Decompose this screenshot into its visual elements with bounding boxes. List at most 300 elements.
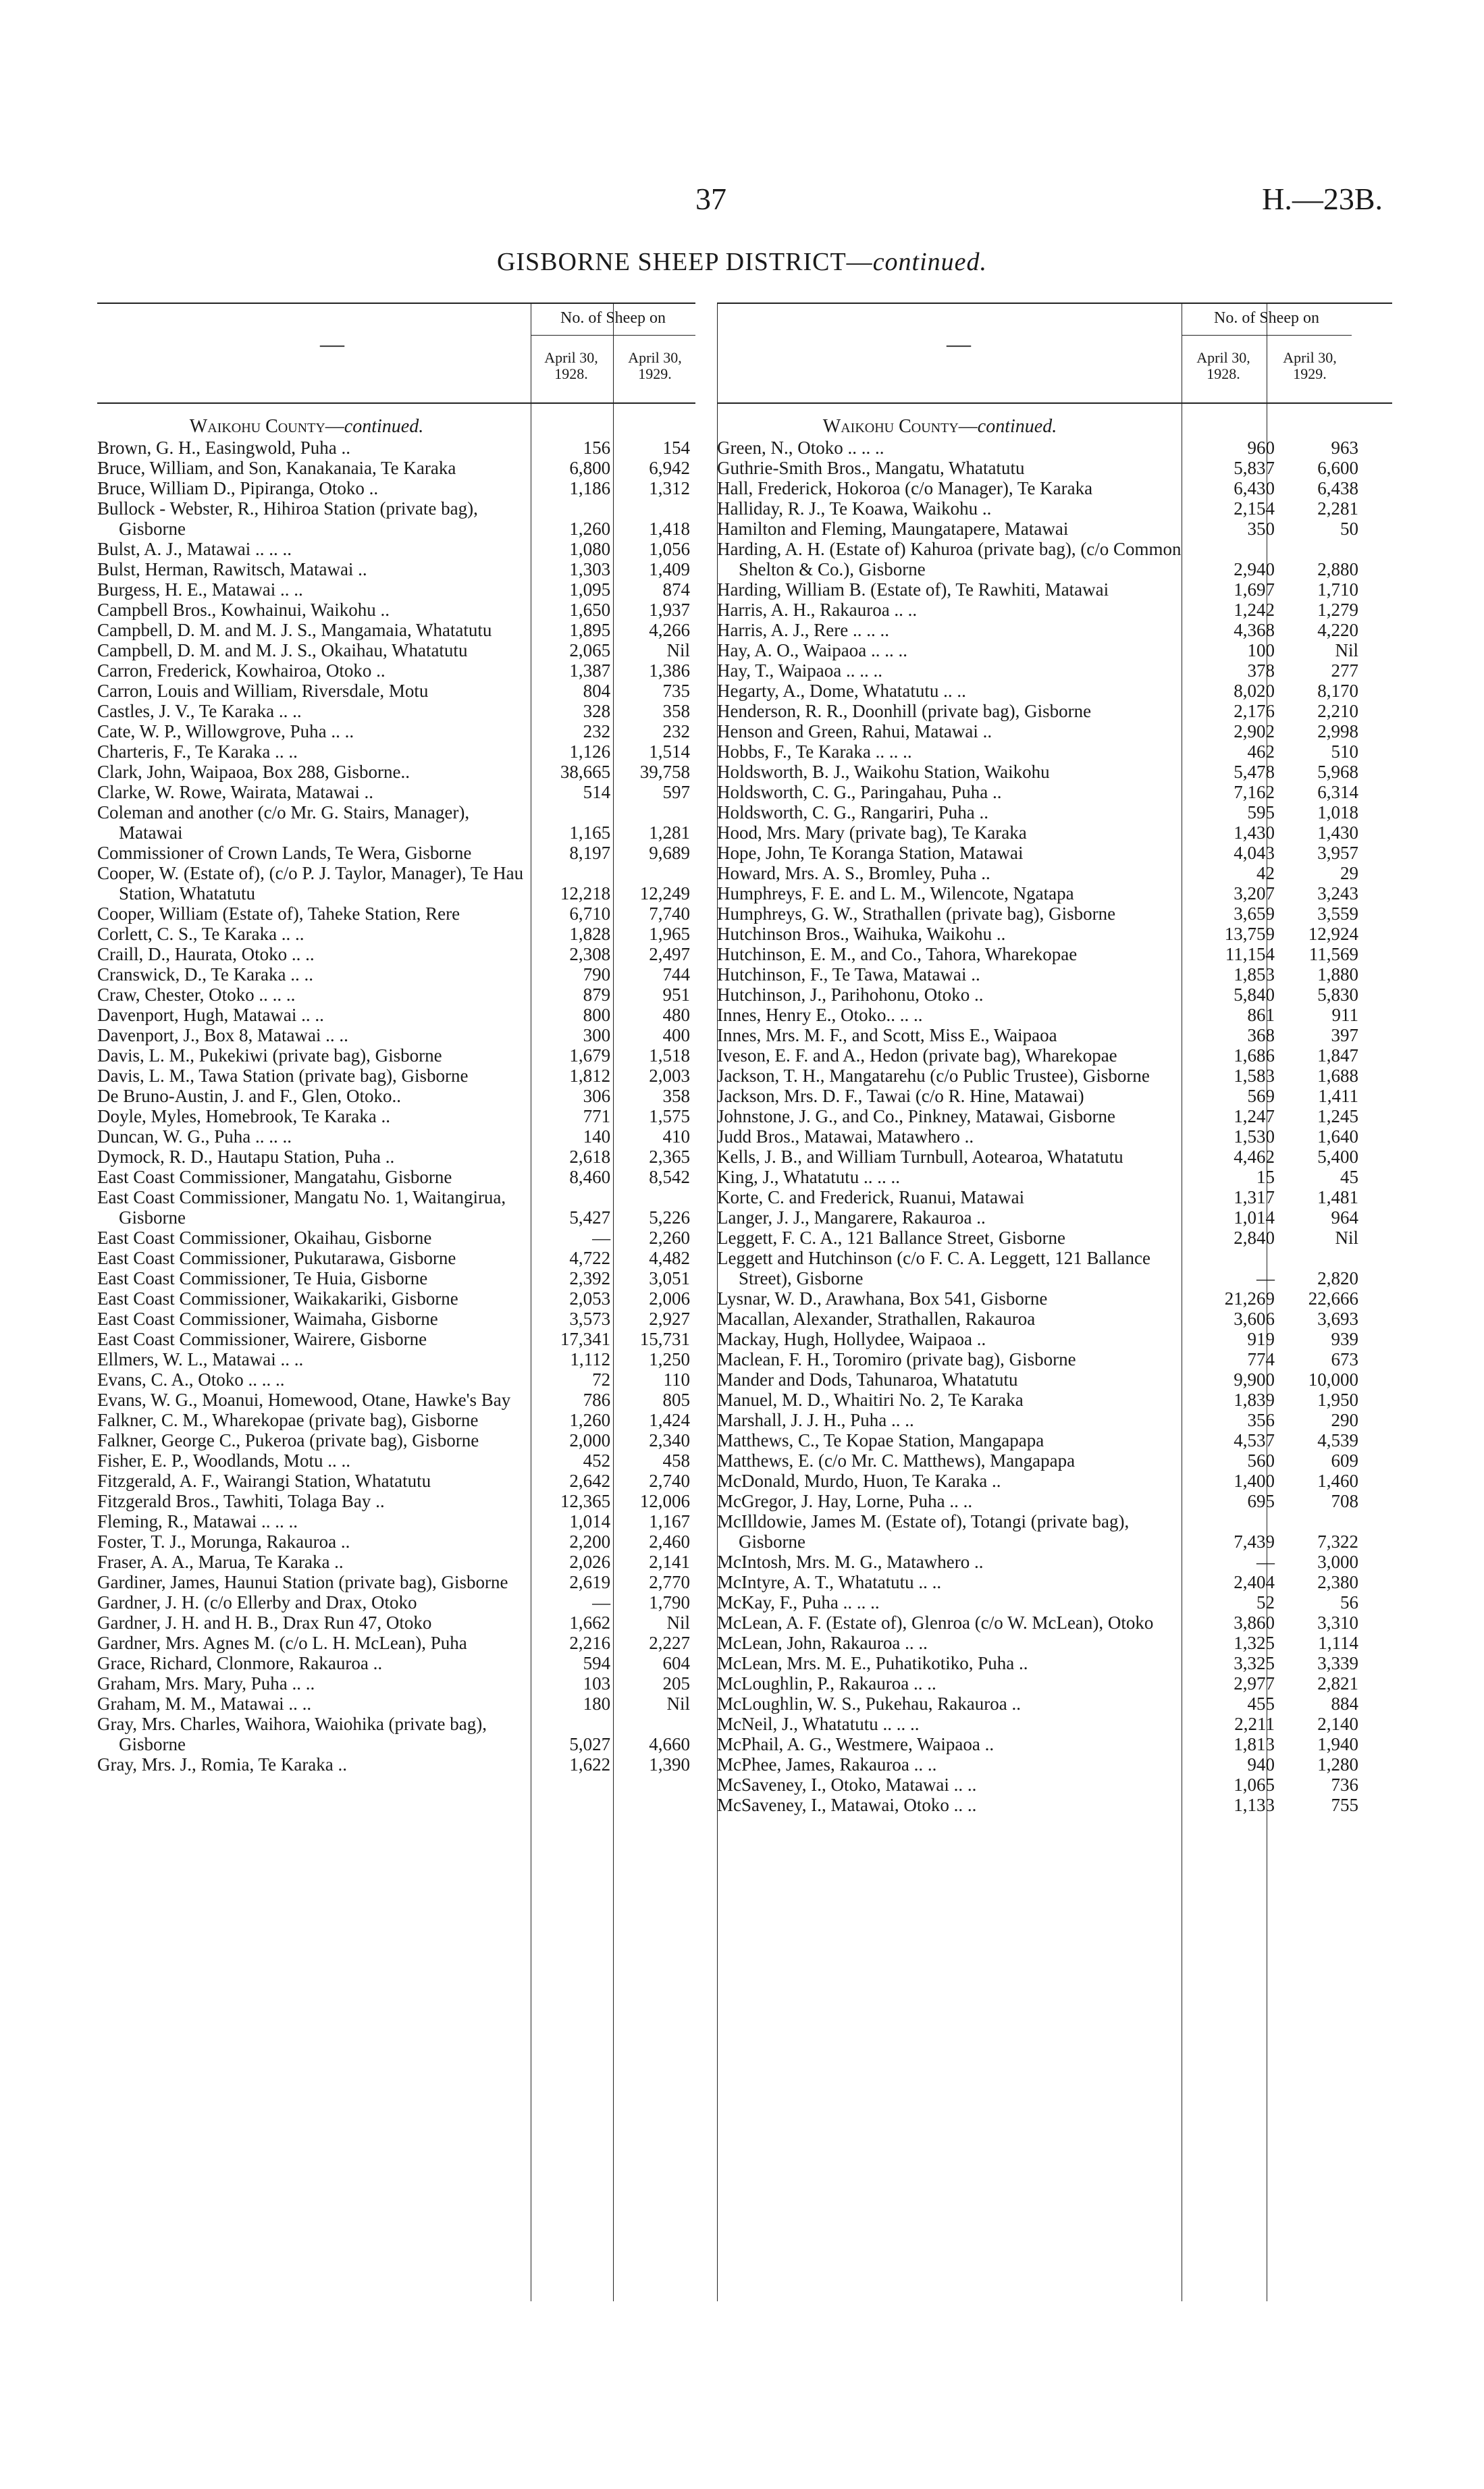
holder-name: Doyle, Myles, Homebrook, Te Karaka .. [97, 1106, 391, 1126]
sheep-1929: 110 [663, 1369, 691, 1390]
holder-name: Henson and Green, Rahui, Matawai .. [717, 721, 992, 741]
table-row [717, 944, 1392, 964]
sheep-1928: 12,218 [560, 883, 611, 903]
table-row [97, 438, 695, 458]
holder-name: Davenport, J., Box 8, Matawai .. .. [97, 1025, 348, 1045]
sheep-1929: 10,000 [1308, 1369, 1358, 1390]
sheep-1928: 1,260 [569, 519, 611, 539]
table-row [717, 640, 1392, 660]
sheep-1928: 1,186 [569, 478, 611, 498]
holder-name: Hutchinson, E. M., and Co., Tahora, Wharekopae [717, 944, 1078, 964]
holder-name: Gardner, J. H. (c/o Ellerby and Drax, Otoko [97, 1592, 417, 1613]
sheep-1929: 911 [1331, 1005, 1358, 1025]
table-row [97, 1045, 695, 1066]
holder-name: Davenport, Hugh, Matawai .. .. [97, 1005, 324, 1025]
sheep-1929: 2,380 [1317, 1572, 1358, 1592]
sheep-1929: 510 [1331, 741, 1358, 762]
sheep-1929: 1,250 [649, 1349, 691, 1369]
table-row [717, 1288, 1392, 1309]
header-col-1929: April 30, 1929. [1283, 349, 1337, 382]
sheep-1928: 790 [583, 964, 611, 985]
sheep-1929: 1,279 [1317, 600, 1358, 620]
table-row [717, 539, 1392, 579]
sheep-1929: 2,281 [1317, 498, 1358, 519]
sheep-1928: 514 [583, 782, 611, 802]
right-column-table [717, 303, 1392, 2301]
holder-name: Guthrie-Smith Bros., Mangatu, Whatatutu [717, 458, 1025, 478]
sheep-1929: 1,460 [1317, 1471, 1358, 1491]
sheep-1929: 8,542 [649, 1167, 691, 1187]
sheep-1929: 1,390 [649, 1754, 691, 1775]
holder-name: Hutchinson Bros., Waihuka, Waikohu .. [717, 924, 1006, 944]
holder-name: Gray, Mrs. J., Romia, Te Karaka .. [97, 1754, 348, 1775]
table-row [97, 1613, 695, 1633]
holder-name: McIntosh, Mrs. M. G., Matawhero .. [717, 1552, 984, 1572]
table-row [97, 924, 695, 944]
sheep-1928: 2,404 [1234, 1572, 1275, 1592]
holder-name: Davis, L. M., Tawa Station (private bag), Gisborne [97, 1066, 469, 1086]
holder-name: Hood, Mrs. Mary (private bag), Te Karaka [717, 822, 1027, 843]
sheep-1929: 358 [662, 701, 691, 721]
right-rows [717, 438, 1392, 1815]
sheep-1928: 11,154 [1225, 944, 1275, 964]
sheep-1929: 3,051 [649, 1268, 691, 1288]
table-row [717, 782, 1392, 802]
sheep-1928: 1,839 [1234, 1390, 1275, 1410]
holder-name: McIlldowie, James M. (Estate of), Totangi (private bag), Gisborne [717, 1511, 1130, 1552]
sheep-1929: Nil [666, 1694, 691, 1714]
sheep-1928: 368 [1247, 1025, 1275, 1045]
sheep-1928: 1,014 [569, 1511, 611, 1531]
table-row [717, 1349, 1392, 1369]
holder-name: Holdsworth, B. J., Waikohu Station, Waikohu [717, 762, 1050, 782]
sheep-1928: 2,392 [569, 1268, 611, 1288]
sheep-1929: 12,006 [639, 1491, 691, 1511]
table-row [97, 985, 695, 1005]
sheep-1929: 2,141 [649, 1552, 691, 1572]
sheep-1929: 2,998 [1317, 721, 1358, 741]
sheep-1928: 1,112 [570, 1349, 611, 1369]
sheep-1928: — [1256, 1268, 1275, 1288]
sheep-1929: 1,847 [1317, 1045, 1358, 1066]
table-row [97, 964, 695, 985]
sheep-1929: Nil [1335, 1228, 1358, 1248]
table-row [717, 498, 1392, 519]
table-row [97, 1329, 695, 1349]
sheep-1928: 1,813 [1234, 1734, 1275, 1754]
sheep-1929: 29 [1340, 863, 1358, 883]
sheep-1928: 2,176 [1234, 701, 1275, 721]
sheep-1929: 6,942 [649, 458, 691, 478]
holder-name: Carron, Frederick, Kowhairoa, Otoko .. [97, 660, 386, 681]
holder-name: Campbell Bros., Kowhainui, Waikohu .. [97, 600, 390, 620]
holder-name: Manuel, M. D., Whaitiri No. 2, Te Karaka [717, 1390, 1024, 1410]
holder-name: Coleman and another (c/o Mr. G. Stairs, Manager), Matawai [97, 802, 470, 843]
table-row [717, 1066, 1392, 1086]
table-header [717, 303, 1392, 402]
sheep-1929: 1,167 [649, 1511, 691, 1531]
table-row [97, 620, 695, 640]
sheep-1929: 1,386 [649, 660, 691, 681]
holder-name: Duncan, W. G., Puha .. .. .. [97, 1126, 292, 1147]
sheep-1929: Nil [1335, 640, 1358, 660]
header-col-1928: April 30, 1928. [544, 349, 598, 382]
sheep-1929: 964 [1331, 1207, 1358, 1228]
sheep-1928: 3,325 [1234, 1653, 1275, 1673]
table-row [717, 1673, 1392, 1694]
holder-name: McDonald, Murdo, Huon, Te Karaka .. [717, 1471, 1001, 1491]
holder-name: Brown, G. H., Easingwold, Puha .. [97, 438, 350, 458]
sheep-1929: 1,056 [649, 539, 691, 559]
sheep-1928: 1,400 [1234, 1471, 1275, 1491]
table-row [717, 1775, 1392, 1795]
sheep-1928: 1,828 [569, 924, 611, 944]
sheep-1928: 1,165 [569, 822, 611, 843]
sheep-1929: 1,245 [1317, 1106, 1358, 1126]
table-row [717, 1572, 1392, 1592]
sheep-1929: 736 [1331, 1775, 1358, 1795]
holder-name: Castles, J. V., Te Karaka .. .. [97, 701, 302, 721]
header-no-of-sheep: No. of Sheep on [560, 309, 666, 327]
sheep-1929: 1,018 [1317, 802, 1358, 822]
table-row [717, 903, 1392, 924]
table-row [717, 721, 1392, 741]
page-title [0, 247, 1484, 277]
sheep-1929: 805 [662, 1390, 691, 1410]
holder-name: McGregor, J. Hay, Lorne, Puha .. .. [717, 1491, 973, 1511]
holder-name: East Coast Commissioner, Waimaha, Gisborne [97, 1309, 438, 1329]
sheep-1928: 940 [1247, 1754, 1275, 1775]
table-row [717, 660, 1392, 681]
holder-name: Humphreys, F. E. and L. M., Wilencote, Ngatapa [717, 883, 1074, 903]
holder-name: Craw, Chester, Otoko .. .. .. [97, 985, 296, 1005]
table-row [717, 802, 1392, 822]
sheep-1929: 277 [1331, 660, 1358, 681]
sheep-1929: 12,249 [639, 883, 691, 903]
sheep-1928: 771 [583, 1106, 611, 1126]
sheep-1929: 1,937 [649, 600, 691, 620]
sheep-1928: 100 [1247, 640, 1275, 660]
sheep-1928: 879 [583, 985, 611, 1005]
sheep-1929: 4,482 [649, 1248, 691, 1268]
holder-name: Fraser, A. A., Marua, Te Karaka .. [97, 1552, 344, 1572]
table-row [97, 1694, 695, 1714]
table-row [97, 1106, 695, 1126]
table-row [717, 1045, 1392, 1066]
sheep-1928: 156 [583, 438, 611, 458]
sheep-1929: 951 [662, 985, 691, 1005]
holder-name: Fisher, E. P., Woodlands, Motu .. .. [97, 1450, 351, 1471]
sheep-1929: 12,924 [1308, 924, 1358, 944]
table-row [97, 1531, 695, 1552]
holder-name: East Coast Commissioner, Pukutarawa, Gisborne [97, 1248, 456, 1268]
sheep-1929: 4,266 [649, 620, 691, 640]
table-row [717, 1633, 1392, 1653]
sheep-1929: 1,424 [649, 1410, 691, 1430]
sheep-1929: 2,880 [1317, 559, 1358, 579]
sheep-1929: 735 [662, 681, 691, 701]
sheep-1928: 2,000 [569, 1430, 611, 1450]
holder-name: Leggett and Hutchinson (c/o F. C. A. Leggett, 121 Ballance Street), Gisborne [717, 1248, 1150, 1288]
sheep-1929: 1,418 [649, 519, 691, 539]
holder-name: Innes, Henry E., Otoko.. .. .. [717, 1005, 923, 1025]
sheep-1929: 884 [1331, 1694, 1358, 1714]
sheep-1928: 7,439 [1234, 1531, 1275, 1552]
table-row [97, 1268, 695, 1288]
table-row [97, 762, 695, 782]
table-row [97, 498, 695, 539]
table-row [97, 1673, 695, 1694]
table-row [97, 1187, 695, 1228]
sheep-1929: 3,243 [1317, 883, 1358, 903]
sheep-1929: 400 [662, 1025, 691, 1045]
sheep-1929: Nil [666, 640, 691, 660]
sheep-1928: 1,530 [1234, 1126, 1275, 1147]
sheep-1928: 2,642 [569, 1471, 611, 1491]
sheep-1928: 804 [583, 681, 611, 701]
holder-name: McSaveney, I., Otoko, Matawai .. .. [717, 1775, 977, 1795]
sheep-1929: 3,693 [1317, 1309, 1358, 1329]
table-row [97, 600, 695, 620]
sheep-1929: 2,340 [649, 1430, 691, 1450]
sheep-1928: 4,462 [1234, 1147, 1275, 1167]
sheep-1928: 1,686 [1234, 1045, 1275, 1066]
sheep-1929: 4,539 [1317, 1430, 1358, 1450]
sheep-1929: 1,575 [649, 1106, 691, 1126]
sheep-1928: 6,430 [1234, 478, 1275, 498]
sheep-1928: 2,200 [569, 1531, 611, 1552]
section-county: Waikohu County— [822, 416, 978, 437]
table-row [717, 1248, 1392, 1288]
table-row [97, 1653, 695, 1673]
holder-name: Burgess, H. E., Matawai .. .. [97, 579, 303, 600]
sheep-1928: — [592, 1228, 611, 1248]
sheep-1929: 39,758 [639, 762, 691, 782]
holder-name: Gray, Mrs. Charles, Waihora, Waiohika (private bag), Gisborne [97, 1714, 487, 1754]
sheep-1928: 12,365 [560, 1491, 611, 1511]
holder-name: Macallan, Alexander, Strathallen, Rakauroa [717, 1309, 1036, 1329]
table-row [717, 1005, 1392, 1025]
table-row [717, 1147, 1392, 1167]
sheep-1929: 3,310 [1317, 1613, 1358, 1633]
sheep-1929: 2,140 [1317, 1714, 1358, 1734]
table-row [717, 924, 1392, 944]
sheep-1928: 5,837 [1234, 458, 1275, 478]
holder-name: Cate, W. P., Willowgrove, Puha .. .. [97, 721, 354, 741]
sheep-1928: 2,940 [1234, 559, 1275, 579]
sheep-1928: 560 [1247, 1450, 1275, 1471]
sheep-1929: 1,688 [1317, 1066, 1358, 1086]
sheep-1928: 861 [1247, 1005, 1275, 1025]
table-row [717, 1754, 1392, 1775]
sheep-1928: 6,800 [569, 458, 611, 478]
sheep-1928: 594 [583, 1653, 611, 1673]
sheep-1929: 708 [1331, 1491, 1358, 1511]
table-row [717, 985, 1392, 1005]
table-row [717, 1430, 1392, 1450]
sheep-1929: 2,227 [649, 1633, 691, 1653]
holder-name: McPhail, A. G., Westmere, Waipaoa .. [717, 1734, 995, 1754]
holder-name: Gardner, Mrs. Agnes M. (c/o L. H. McLean), Puha [97, 1633, 467, 1653]
holder-name: Gardiner, James, Haunui Station (private bag), Gisborne [97, 1572, 508, 1592]
table-row [97, 458, 695, 478]
sheep-1929: 755 [1331, 1795, 1358, 1815]
table-row [97, 1592, 695, 1613]
table-row [717, 863, 1392, 883]
sheep-1929: 4,220 [1317, 620, 1358, 640]
sheep-1928: 356 [1247, 1410, 1275, 1430]
sheep-1928: 4,368 [1234, 620, 1275, 640]
holder-name: Mackay, Hugh, Hollydee, Waipaoa .. [717, 1329, 986, 1349]
sheep-1929: 9,689 [649, 843, 691, 863]
section-continued: continued. [344, 416, 424, 437]
table-row [97, 1309, 695, 1329]
table-row [717, 1187, 1392, 1207]
sheep-1928: 2,053 [569, 1288, 611, 1309]
holder-name: Dymock, R. D., Hautapu Station, Puha .. [97, 1147, 395, 1167]
sheep-1929: 2,821 [1317, 1673, 1358, 1694]
table-row [717, 1410, 1392, 1430]
table-row [97, 1248, 695, 1268]
holder-name: Matthews, E. (c/o Mr. C. Matthews), Mangapapa [717, 1450, 1076, 1471]
holder-name: East Coast Commissioner, Okaihau, Gisborne [97, 1228, 432, 1248]
sheep-1928: 1,317 [1234, 1187, 1275, 1207]
table-row [717, 1106, 1392, 1126]
table-row [717, 1491, 1392, 1511]
sheep-1929: 597 [662, 782, 691, 802]
sheep-1928: 2,977 [1234, 1673, 1275, 1694]
table-row [97, 1086, 695, 1106]
table-row [717, 1390, 1392, 1410]
sheep-1929: 1,965 [649, 924, 691, 944]
table-row [717, 1228, 1392, 1248]
holder-name: Clark, John, Waipaoa, Box 288, Gisborne.. [97, 762, 410, 782]
sheep-1929: 2,460 [649, 1531, 691, 1552]
holder-name: Holdsworth, C. G., Paringahau, Puha .. [717, 782, 1002, 802]
sheep-1929: 1,281 [649, 822, 691, 843]
table-row [97, 1754, 695, 1775]
sheep-1929: 3,957 [1317, 843, 1358, 863]
table-row [97, 1005, 695, 1025]
sheep-1929: 1,280 [1317, 1754, 1358, 1775]
document-reference: H.—23B. [1262, 182, 1383, 216]
sheep-1928: 3,659 [1234, 903, 1275, 924]
holder-name: McLoughlin, P., Rakauroa .. .. [717, 1673, 936, 1694]
sheep-1928: 5,840 [1234, 985, 1275, 1005]
sheep-1929: 5,830 [1317, 985, 1358, 1005]
header-dash: — [947, 330, 971, 357]
table-row [97, 843, 695, 863]
holder-name: Hegarty, A., Dome, Whatatutu .. .. [717, 681, 966, 701]
table-row [717, 1734, 1392, 1754]
table-row [97, 1471, 695, 1491]
table-row [717, 1369, 1392, 1390]
section-continued: continued. [977, 416, 1057, 437]
sheep-1928: 2,902 [1234, 721, 1275, 741]
table-row [717, 1207, 1392, 1228]
table-row [717, 1450, 1392, 1471]
table-row [97, 1228, 695, 1248]
sheep-1928: 1,430 [1234, 822, 1275, 843]
sheep-1928: 595 [1247, 802, 1275, 822]
sheep-1928: 2,618 [569, 1147, 611, 1167]
sheep-1928: 1,080 [569, 539, 611, 559]
holder-name: Campbell, D. M. and M. J. S., Mangamaia, Whatatutu [97, 620, 492, 640]
table-row [717, 1795, 1392, 1815]
holder-name: Davis, L. M., Pukekiwi (private bag), Gisborne [97, 1045, 442, 1066]
sheep-1928: — [1256, 1552, 1275, 1572]
holder-name: Lysnar, W. D., Arawhana, Box 541, Gisborne [717, 1288, 1048, 1309]
table-row [717, 478, 1392, 498]
holder-name: Matthews, C., Te Kopae Station, Mangapapa [717, 1430, 1044, 1450]
sheep-1929: 45 [1340, 1167, 1358, 1187]
holder-name: East Coast Commissioner, Te Huia, Gisborne [97, 1268, 428, 1288]
holder-name: Bulst, Herman, Rawitsch, Matawai .. [97, 559, 367, 579]
table-row [97, 1126, 695, 1147]
table-row [717, 843, 1392, 863]
sheep-1929: 15,731 [639, 1329, 691, 1349]
holder-name: McLoughlin, W. S., Pukehau, Rakauroa .. [717, 1694, 1021, 1714]
sheep-1929: 8,170 [1317, 681, 1358, 701]
holder-name: McLean, Mrs. M. E., Puhatikotiko, Puha .. [717, 1653, 1028, 1673]
sheep-1929: 6,600 [1317, 458, 1358, 478]
table-row [717, 579, 1392, 600]
sheep-1928: 378 [1247, 660, 1275, 681]
sheep-1928: 919 [1247, 1329, 1275, 1349]
sheep-1929: 1,514 [649, 741, 691, 762]
holder-name: Korte, C. and Frederick, Ruanui, Matawai [717, 1187, 1025, 1207]
sheep-1929: 1,312 [649, 478, 691, 498]
sheep-1929: 358 [662, 1086, 691, 1106]
holder-name: Commissioner of Crown Lands, Te Wera, Gisborne [97, 843, 472, 863]
holder-name: McKay, F., Puha .. .. .. [717, 1592, 880, 1613]
sheep-1929: 290 [1331, 1410, 1358, 1430]
sheep-1929: 1,409 [649, 559, 691, 579]
holder-name: Bruce, William D., Pipiranga, Otoko .. [97, 478, 379, 498]
table-row [97, 701, 695, 721]
holder-name: Jackson, T. H., Mangatarehu (c/o Public Trustee), Gisborne [717, 1066, 1150, 1086]
left-column-table [97, 303, 695, 2301]
holder-name: Cooper, William (Estate of), Taheke Station, Rere [97, 903, 460, 924]
table-row [717, 1126, 1392, 1147]
title-main: GISBORNE SHEEP DISTRICT— [496, 248, 873, 276]
table-row [97, 1714, 695, 1754]
sheep-1929: 458 [662, 1450, 691, 1471]
sheep-1929: 7,322 [1317, 1531, 1358, 1552]
table-row [717, 1694, 1392, 1714]
holder-name: Judd Bros., Matawai, Matawhero .. [717, 1126, 974, 1147]
sheep-1929: 1,114 [1318, 1633, 1358, 1653]
sheep-1928: 1,260 [569, 1410, 611, 1430]
sheep-1928: 960 [1247, 438, 1275, 458]
table-row [717, 822, 1392, 843]
sheep-1929: 6,314 [1317, 782, 1358, 802]
table-row [97, 741, 695, 762]
table-row [97, 1390, 695, 1410]
table-row [717, 1613, 1392, 1633]
sheep-1929: 205 [662, 1673, 691, 1694]
table-row [97, 1572, 695, 1592]
holder-name: Fleming, R., Matawai .. .. .. [97, 1511, 298, 1531]
sheep-1928: 42 [1256, 863, 1275, 883]
sheep-1928: 455 [1247, 1694, 1275, 1714]
sheep-1929: 50 [1340, 519, 1358, 539]
sheep-1928: 4,722 [569, 1248, 611, 1268]
sheep-1929: 5,400 [1317, 1147, 1358, 1167]
sheep-1929: 1,481 [1317, 1187, 1358, 1207]
holder-name: Gardner, J. H. and H. B., Drax Run 47, Otoko [97, 1613, 432, 1633]
sheep-1928: 462 [1247, 741, 1275, 762]
